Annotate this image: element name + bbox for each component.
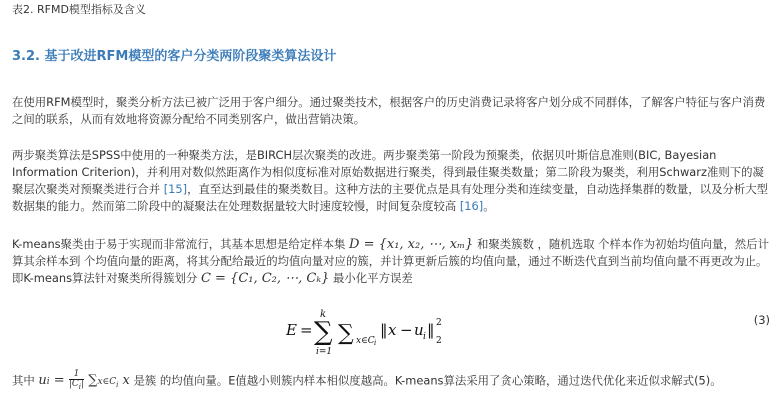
svg-text:2: 2 xyxy=(436,336,442,346)
math-cluster-partition: C = {C₁, C₂, ⋯, Cₖ} xyxy=(200,271,330,286)
table-caption: 表2. RFMD模型指标及含义 xyxy=(12,3,146,16)
svg-text:2: 2 xyxy=(436,318,442,328)
citation-link-16[interactable]: [16] xyxy=(459,199,484,213)
svg-text:‖: ‖ xyxy=(427,321,435,339)
equation-block xyxy=(0,307,782,362)
paragraph-text: ，直至达到最佳的聚类数目。这种方法的主要优点是具有处理分类和连续变量，自动选择集群的数量，以及分析大型数据集的能力。然而第二阶段中的凝聚法在处理数据量较大时速度较慢，时间复杂度较高 xyxy=(12,182,769,213)
paragraph-text: 在使用RFM模型时，聚类分析方法已被广泛用于客户细分。通过聚类技术，根据客户的历史消费记录将客户划分成不同群体，了解客户特征与客户消费之间的联系，从而有效地将资源分配给不同类别客户，做出营销决策。 xyxy=(12,95,766,126)
svg-text:=: = xyxy=(300,321,313,339)
svg-text:u: u xyxy=(414,321,424,339)
svg-text:E: E xyxy=(286,321,297,339)
citation-link-15[interactable]: [15] xyxy=(163,182,188,196)
svg-text:∑: ∑ xyxy=(338,321,354,346)
paragraph-text: 。 xyxy=(483,199,495,213)
svg-text:x∈C: x∈C xyxy=(356,336,375,346)
svg-text:k: k xyxy=(320,309,327,320)
paragraph-text: 两步聚类算法是SPSS中使用的一种聚类方法，是BIRCH层次聚类的改进。两步聚类第一阶段为预聚类，依据贝叶斯信息准则(BIC, Bayesian Information Criterion)，并利用对数似然距离作为相似度标准对原始数据进行聚类，得到最佳聚类数量；第二阶段为聚类，利用Schwarz准则下的凝聚层次聚类对预聚类进行合并 xyxy=(12,148,764,196)
paragraph-text: 是簇 的均值向量。E值越小则簇内样本相似度越高。K-means算法采用了贪心策略，通过迭代优化来近似求解式(5)。 xyxy=(129,373,722,388)
paragraph-rfm-clustering xyxy=(12,94,772,128)
svg-text:i=1: i=1 xyxy=(316,347,333,357)
section-heading: 3.2. 基于改进RFM模型的客户分类两阶段聚类算法设计 xyxy=(12,49,337,64)
paragraph-text: 最小化平方误差 xyxy=(329,271,413,285)
svg-text:i: i xyxy=(374,339,377,347)
math-fraction: $\frac{1}{|C_i|}$ xyxy=(68,369,85,391)
paragraph-text: K-means聚类由于易于实现而非常流行，其基本思想是给定样本集 xyxy=(12,237,350,251)
paragraph-two-step-clustering xyxy=(12,147,772,215)
math-mean-vector: ui = $\frac{1}{|C_i|}$ $\sum x\in C_i$ x xyxy=(38,369,130,391)
svg-text:−: − xyxy=(400,321,413,339)
svg-text:i: i xyxy=(423,332,426,342)
paragraph-kmeans xyxy=(12,236,772,287)
paragraph-text: 其中 xyxy=(12,373,39,388)
paragraph-text: 和聚类簇数 ，随机选取 个样本作为初始均值向量，然后计算其余样本到 个均值向量的距离，将其分配给最近的均值向量对应的簇，并计算更新后簇的均值向量，通过不断迭代直到当前均值向量不再更改为止。即K-means算法针对聚类所得簇划分 xyxy=(12,237,769,285)
svg-text:x: x xyxy=(388,321,397,339)
math-sample-set: D = {x₁, x₂, ⋯, xₘ} xyxy=(349,237,474,252)
paragraph-mean-vector xyxy=(12,370,772,394)
equation-number: (3) xyxy=(753,313,770,327)
svg-text:∑: ∑ xyxy=(314,317,333,347)
squared-error-equation xyxy=(286,307,486,362)
svg-text:‖: ‖ xyxy=(380,321,388,339)
